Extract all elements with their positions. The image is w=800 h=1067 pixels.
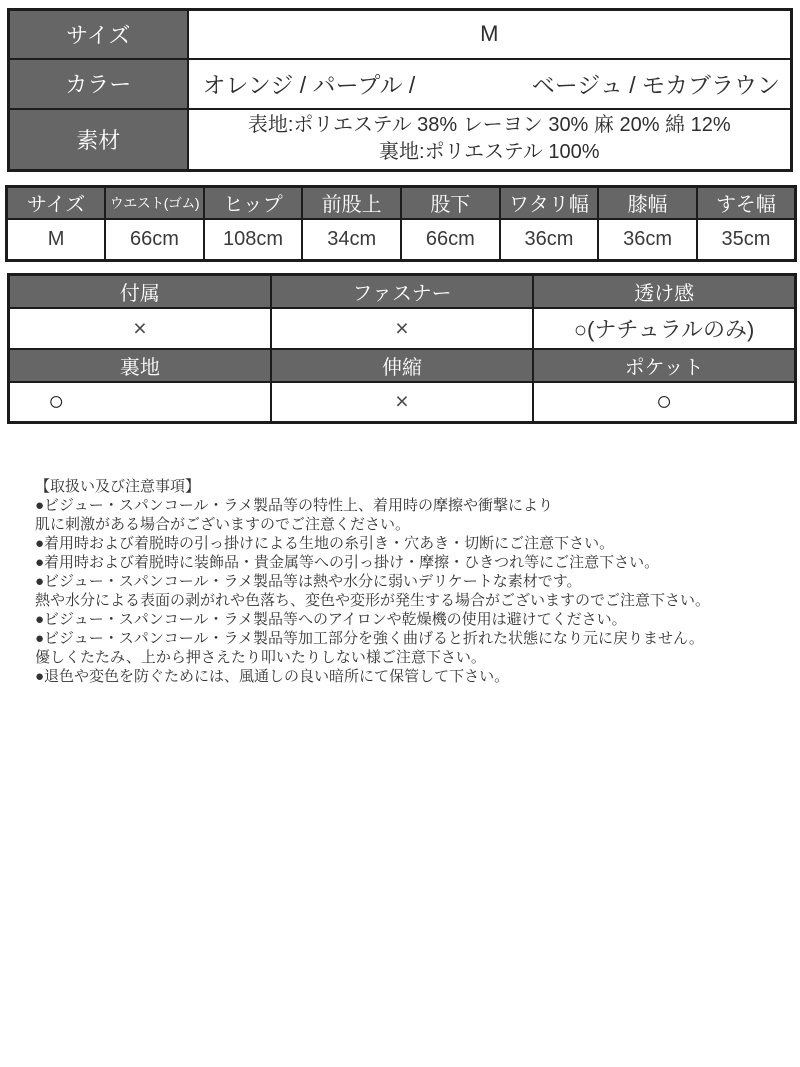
val-sheerness: ○(ナチュラルのみ) xyxy=(533,308,795,349)
col-front-rise: 前股上 xyxy=(302,187,401,219)
care-notes-title: 【取扱い及び注意事項】 xyxy=(35,478,201,495)
care-notes xyxy=(35,477,785,686)
col-inseam: 股下 xyxy=(401,187,500,219)
care-note-line: ●着用時および着脱時の引っ掛けによる生地の糸引き・穴あき・切断にご注意下さい。 xyxy=(35,535,615,552)
col-zipper: ファスナー xyxy=(271,275,533,308)
val-zipper: × xyxy=(271,308,533,349)
table-header-row xyxy=(9,349,796,382)
care-note-line: ●退色や変色を防ぐためには、風通しの良い暗所にて保管して下さい。 xyxy=(35,668,510,685)
care-note-line: ●ビジュー・スパンコール・ラメ製品等は熱や水分に弱いデリケートな素材です。 xyxy=(35,573,582,590)
care-note-line: 熱や水分による表面の剥がれや色落ち、変色や変形が発生する場合がございますのでご注意下さい。 xyxy=(35,592,711,609)
val-hem-width: 35cm xyxy=(697,219,796,261)
col-accessories: 付属 xyxy=(9,275,271,308)
table-row xyxy=(7,219,796,261)
care-note-line: 肌に刺激がある場合がございますのでご注意ください。 xyxy=(35,516,411,533)
color-label: カラー xyxy=(9,59,188,109)
material-label: 素材 xyxy=(9,109,188,171)
measurements-table xyxy=(5,185,797,262)
color-value-left: オレンジ / パープル / xyxy=(202,72,416,98)
material-lining-fabric: 裏地:ポリエステル 100% xyxy=(379,141,600,164)
table-row xyxy=(9,109,792,171)
product-spec-table xyxy=(7,8,793,172)
material-outer-fabric: 表地:ポリエステル 38% レーヨン 30% 麻 20% 綿 12% xyxy=(247,114,731,137)
table-header-row xyxy=(9,275,796,308)
val-front-rise: 34cm xyxy=(302,219,401,261)
care-note-line: ●着用時および着脱時に装飾品・貴金属等への引っ掛け・摩擦・ひきつれ等にご注意下さい。 xyxy=(35,554,660,571)
col-waist: ウエスト(ゴム) xyxy=(105,187,204,219)
col-hem-width: すそ幅 xyxy=(697,187,796,219)
color-value xyxy=(188,59,792,109)
size-label: サイズ xyxy=(9,10,188,59)
val-stretch: × xyxy=(271,382,533,423)
care-note-line: ●ビジュー・スパンコール・ラメ製品等加工部分を強く曲げると折れた状態になり元に戻りません。 xyxy=(35,630,704,647)
care-note-line: ●ビジュー・スパンコール・ラメ製品等へのアイロンや乾燥機の使用は避けてください。 xyxy=(35,611,627,628)
val-hip: 108cm xyxy=(204,219,303,261)
table-header-row xyxy=(7,187,796,219)
col-hip: ヒップ xyxy=(204,187,303,219)
col-thigh-width: ワタリ幅 xyxy=(500,187,599,219)
features-table xyxy=(7,273,797,424)
val-size: M xyxy=(7,219,106,261)
val-accessories: × xyxy=(9,308,271,349)
val-inseam: 66cm xyxy=(401,219,500,261)
val-pocket: ○ xyxy=(533,382,795,423)
table-row xyxy=(9,10,792,59)
care-note-line: ●ビジュー・スパンコール・ラメ製品等の特性上、着用時の摩擦や衝撃により xyxy=(35,497,554,514)
size-value: M xyxy=(188,10,792,59)
col-lining: 裏地 xyxy=(9,349,271,382)
col-size: サイズ xyxy=(7,187,106,219)
material-value xyxy=(188,109,792,171)
care-note-line: 優しくたたみ、上から押さえたり叩いたりしない様ご注意下さい。 xyxy=(35,649,486,666)
val-knee-width: 36cm xyxy=(598,219,697,261)
val-lining: ○ xyxy=(9,382,271,423)
col-pocket: ポケット xyxy=(533,349,795,382)
val-thigh-width: 36cm xyxy=(500,219,599,261)
color-value-right: ベージュ / モカブラウン xyxy=(531,72,780,98)
col-stretch: 伸縮 xyxy=(271,349,533,382)
table-row xyxy=(9,308,796,349)
col-knee-width: 膝幅 xyxy=(598,187,697,219)
col-sheerness: 透け感 xyxy=(533,275,795,308)
table-row xyxy=(9,59,792,109)
val-waist: 66cm xyxy=(105,219,204,261)
table-row xyxy=(9,382,796,423)
